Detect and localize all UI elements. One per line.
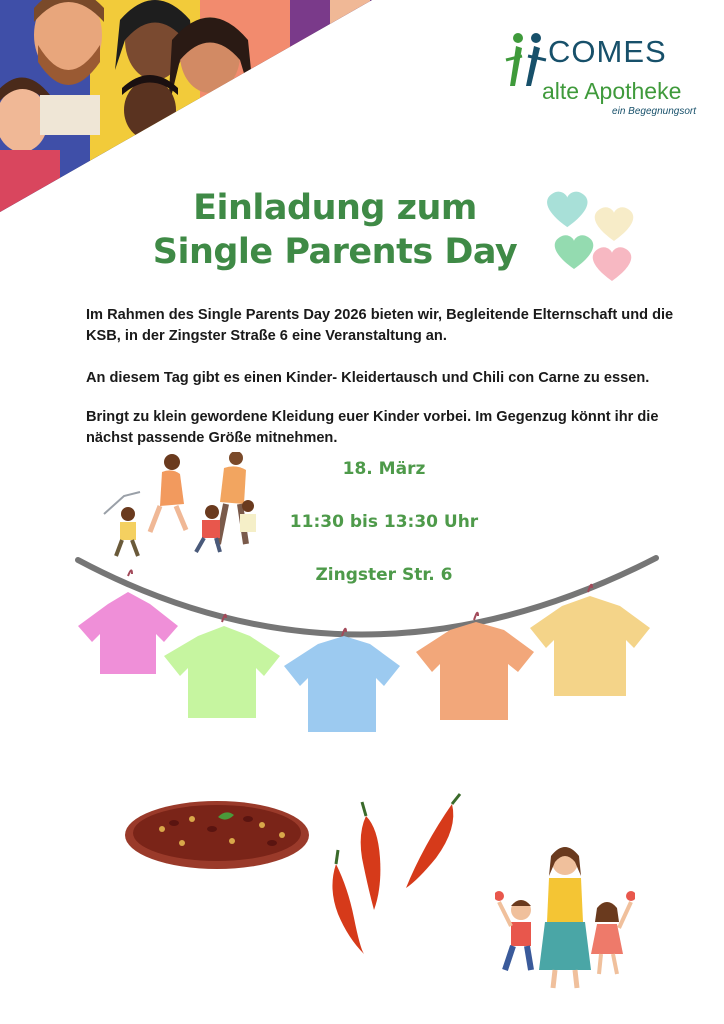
- heart-icon: [593, 247, 632, 281]
- heart-icon: [595, 207, 634, 241]
- title-line-2: Single Parents Day: [152, 232, 518, 272]
- clothesline-illustration: [60, 530, 680, 760]
- event-date: 18. März: [342, 459, 426, 479]
- heart-icon: [555, 235, 594, 269]
- offer-paragraph: An diesem Tag gibt es einen Kinder- Kleidertausch und Chili con Carne zu essen.: [86, 370, 650, 386]
- clothes-hanger-icon: [474, 613, 478, 620]
- logo-brand-text: COMES: [548, 34, 667, 69]
- heart-icon: [547, 192, 587, 227]
- instruction-paragraph: Bringt zu klein gewordene Kleidung euer Kinder vorbei. Im Gegenzug könnt ihr die nächst passende Größe mitnehmen.: [86, 409, 659, 446]
- logo-subbrand-text: alte Apotheke: [542, 78, 682, 104]
- page-title: [120, 186, 550, 274]
- intro-paragraph: Im Rahmen des Single Parents Day 2026 bieten wir, Begleitende Elternschaft und die KSB, in der Zingster Straße 6 eine Veranstaltung an.: [86, 307, 674, 344]
- hearts-decoration: [540, 183, 640, 288]
- chili-peppers-illustration: [318, 788, 468, 958]
- chili-pepper-icon: [332, 850, 364, 954]
- event-address: Zingster Str. 6: [315, 565, 453, 585]
- tshirt-blue: [284, 629, 400, 732]
- title-line-1: Einladung zum: [193, 188, 477, 228]
- mother-children-illustration: [495, 842, 635, 992]
- tshirt-green: [164, 615, 280, 718]
- people-corner-illustration: [0, 0, 380, 215]
- comes-logo: [498, 28, 698, 123]
- chili-pepper-icon: [361, 802, 381, 910]
- logo-tagline: ein Begegnungsort: [612, 106, 696, 117]
- chili-bowl-illustration: [122, 795, 312, 875]
- clothes-hanger-icon: [128, 570, 132, 576]
- chili-pepper-icon: [406, 794, 460, 888]
- event-time: 11:30 bis 13:30 Uhr: [289, 512, 479, 532]
